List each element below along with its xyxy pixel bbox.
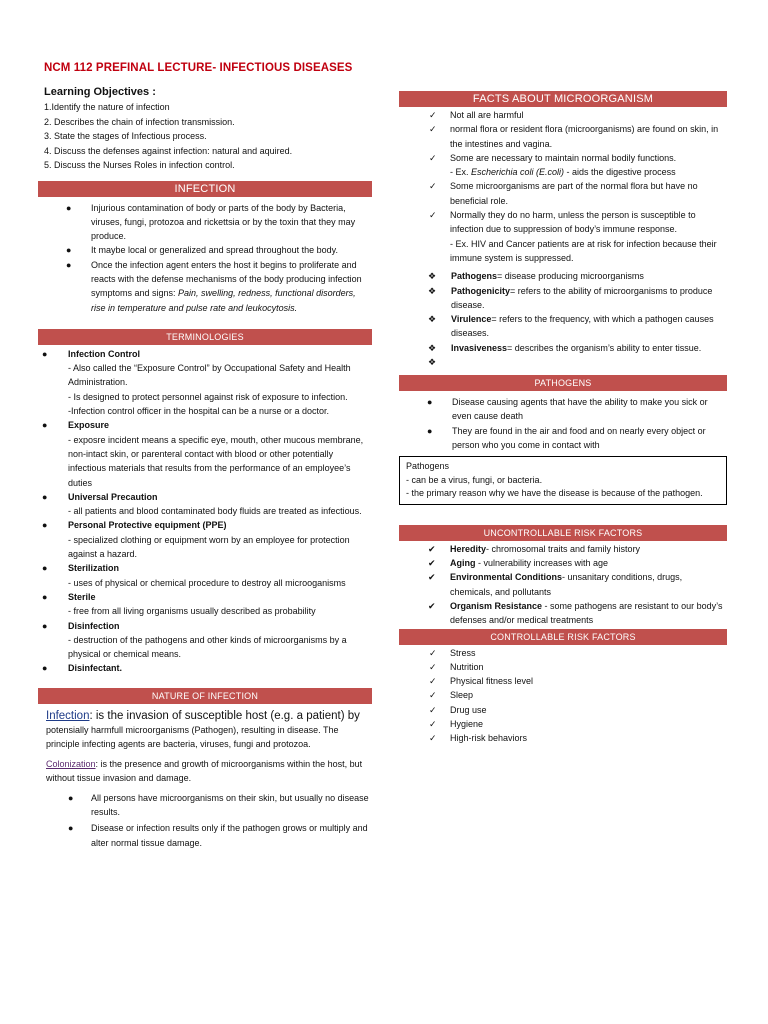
uncontrollable-header: UNCONTROLLABLE RISK FACTORS: [399, 525, 727, 541]
list-item: ✓ Normally they do no harm, unless the person is susceptible to infection due to suppression of body’s immune response. - Ex. HIV and Cancer patients are at risk for infection because their immune system is suppressed.: [429, 210, 717, 263]
list-item: ✔ Organism Resistance - some pathogens are resistant to our body’s defenses and/or medical treatments: [428, 600, 723, 626]
list-item: ✔ Environmental Conditions- unsanitary conditions, drugs, chemicals, and pollutants: [428, 572, 683, 597]
objective-item: 3. State the stages of Infectious process.: [44, 131, 207, 141]
check-icon: ✔: [428, 543, 436, 554]
term-item: ● Personal Protective equipment (PPE) - specialized clothing or equipment worn by an employee for protection against a hazard.: [42, 520, 350, 560]
facts-list: [399, 108, 727, 265]
term-item: ● Disinfection - destruction of the pathogens and other kinds of microorganisms by a physical or chemical means.: [42, 620, 347, 660]
check-icon: ✓: [429, 110, 437, 120]
diamond-bullet-icon: ❖: [428, 285, 437, 296]
term-item: ● Sterile - free from all living organisms usually described as probability: [42, 591, 316, 617]
diamond-bullet-icon: ❖: [428, 357, 437, 368]
bullet-icon: ●: [66, 245, 72, 256]
list-item: ❖ Pathogenicity= refers to the ability of microorganisms to produce disease.: [428, 285, 713, 310]
bullet-icon: ●: [66, 202, 72, 213]
list-item: ● All persons have microorganisms on their skin, but usually no disease results.: [68, 792, 369, 817]
bullet-icon: ●: [42, 491, 48, 502]
list-item: ❖ Virulence= refers to the frequency, with which a pathogen causes diseases.: [428, 314, 714, 339]
bullet-icon: ●: [42, 663, 48, 674]
pathogens-note-box: Pathogens - can be a virus, fungi, or bacteria. - the primary reason why we have the disease is because of the pathogen.: [399, 456, 727, 505]
objectives-list: [44, 100, 372, 173]
list-item: ✓ Drug use: [399, 703, 727, 717]
term-item: ● Universal Precaution - all patients and blood contaminated body fluids are treated as infectious.: [42, 491, 362, 517]
check-icon: ✓: [429, 210, 437, 221]
list-item: ✔ Aging - vulnerability increases with age: [399, 556, 727, 570]
objective-item: 1.Identify the nature of infection: [44, 102, 170, 112]
check-icon: ✔: [428, 558, 436, 569]
colonization-definition: Colonization: is the presence and growth of microorganisms within the host, but without tissue invasion and damage.: [46, 758, 363, 783]
list-item: ✓ High-risk behaviors: [399, 731, 727, 745]
list-item: ● Disease or infection results only if the pathogen grows or multiply and alter normal tissue damage.: [68, 823, 368, 848]
list-item: ✓ Sleep: [399, 688, 727, 702]
term-item: ● Sterilization - uses of physical or chemical procedure to destroy all microoganisms: [42, 563, 346, 588]
left-column: [38, 86, 372, 850]
infection-definition: Infection: is the invasion of susceptible host (e.g. a patient) by potensially harmfull microorganisms (Pathogen), resulting in disease. The principle infecting agents are bacteria, viruses, fungi and protozoa.: [46, 709, 360, 749]
list-item: ✓ Nutrition: [399, 660, 727, 674]
list-item: [399, 355, 727, 369]
list-item: ● They are found in the air and food and on nearly every object or person who you come in contact with: [427, 425, 706, 450]
bullet-icon: ●: [42, 520, 48, 531]
check-icon: ✓: [429, 719, 437, 729]
controllable-list: [399, 646, 727, 746]
right-column: [399, 91, 727, 746]
list-item: ✓ Some microorganisms are part of the normal flora but have no beneficial role.: [429, 181, 698, 206]
bullet-icon: ●: [42, 563, 48, 574]
uncontrollable-list: [399, 542, 727, 628]
bullet-icon: ●: [42, 591, 48, 602]
pathogens-header: PATHOGENS: [399, 375, 727, 391]
list-item: ✓ Stress: [399, 646, 727, 660]
diamond-bullet-icon: ❖: [428, 271, 437, 282]
term-item: ● Exposure - exposre incident means a specific eye, mouth, other mucous membrane, non-intact skin, or parenteral contact with blood or other potentially infectious materials that results from the performance of an employee’s duties: [42, 420, 364, 488]
list-item: ✓ Not all are harmful: [399, 108, 727, 122]
bullet-icon: ●: [68, 823, 74, 834]
check-icon: ✓: [429, 676, 437, 687]
list-item: ❖ Pathogens= disease producing microorganisms: [399, 269, 727, 283]
infection-term: Infection: [46, 709, 90, 722]
list-item: ● Disease causing agents that have the ability to make you sick or even cause death: [427, 397, 708, 422]
diamond-bullet-icon: ❖: [428, 314, 437, 325]
objective-item: 5. Discuss the Nurses Roles in infection control.: [44, 160, 235, 170]
check-icon: ✓: [429, 647, 437, 658]
list-item: ● Once the infection agent enters the host it begins to proliferate and reacts with the defense mechanisms of the body producing infection symptoms and signs: Pain, swelling, redness, functional disorders, rise in temperature and pulse rate and leukocytosis.: [66, 259, 362, 313]
check-icon: ✓: [429, 733, 437, 744]
list-item: ● Injurious contamination of body or parts of the body by Bacteria, viruses, fungi, protozoa and rickettsia or by the toxin that they may produce.: [66, 202, 356, 242]
bullet-icon: ●: [427, 397, 433, 408]
term-item: ● Infection Control - Also called the “Exposure Control” by Occupational Safety and Health Administration. - Is designed to protect personnel against risk of exposure to infection. -Infection control officer in the hospital can be a nurse or a doctor.: [42, 348, 351, 417]
list-item: ✓ Physical fitness level: [399, 674, 727, 688]
objective-item: 2. Describes the chain of infection transmission.: [44, 116, 235, 127]
list-item: ❖ Invasiveness= describes the organism’s ability to enter tissue.: [399, 341, 727, 355]
check-icon: ✓: [429, 690, 437, 701]
pathogens-list: [399, 395, 727, 452]
facts-header: FACTS ABOUT MICROORGANISM: [399, 91, 727, 107]
terminologies-list: [38, 347, 372, 676]
infection-header: INFECTION: [38, 181, 372, 197]
term-item: ● Disinfectant.: [38, 661, 372, 675]
check-icon: ✓: [429, 152, 437, 163]
list-item: ● It maybe local or generalized and spread throughout the body.: [38, 243, 372, 257]
list-item: ✓ Hygiene: [399, 717, 727, 731]
bullet-icon: ●: [42, 620, 48, 631]
objective-item: 4. Discuss the defenses against infection: natural and aquired.: [44, 145, 293, 156]
bullet-icon: ●: [427, 425, 433, 436]
diamond-bullet-icon: ❖: [428, 342, 437, 353]
check-icon: ✓: [429, 661, 437, 672]
bullet-icon: ●: [42, 420, 48, 431]
list-item: ✓ Some are necessary to maintain normal bodily functions. - Ex. Escherichia coli (E.coli) - aids the digestive process: [429, 152, 677, 178]
check-icon: ✓: [429, 181, 437, 192]
bullet-icon: ●: [68, 792, 74, 803]
check-icon: ✓: [429, 124, 437, 135]
check-icon: ✔: [428, 600, 436, 611]
page-title: NCM 112 PREFINAL LECTURE- INFECTIOUS DISEASES: [44, 62, 353, 74]
list-item: ✔ Heredity- chromosomal traits and family history: [399, 542, 727, 556]
check-icon: ✓: [429, 704, 437, 715]
infection-list: [38, 201, 372, 315]
terminologies-header: TERMINOLOGIES: [38, 329, 372, 345]
bullet-icon: ●: [42, 348, 48, 359]
list-item: ✓ normal flora or resident flora (microorganisms) are found on skin, in the intestines and vagina.: [429, 124, 719, 149]
nature-header: NATURE OF INFECTION: [38, 688, 372, 704]
controllable-header: CONTROLLABLE RISK FACTORS: [399, 629, 727, 645]
bullet-icon: ●: [66, 259, 72, 270]
definitions-list: [399, 269, 727, 369]
check-icon: ✔: [428, 572, 436, 583]
colonization-term: Colonization: [46, 758, 96, 769]
nature-list: [38, 791, 372, 850]
objectives-heading: Learning Objectives :: [44, 86, 156, 98]
